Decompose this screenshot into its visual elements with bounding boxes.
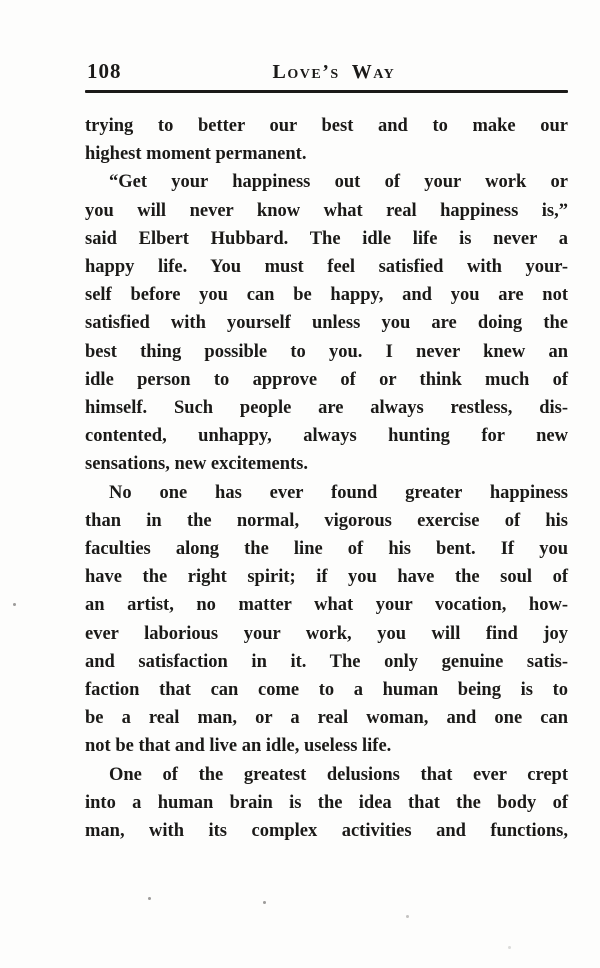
text-line: and satisfaction in it. The only genuine satis- (85, 651, 568, 672)
page-number: 108 (87, 59, 122, 83)
text-line: ever laborious your work, you will find joy (85, 623, 568, 644)
text-line: said Elbert Hubbard. The idle life is never a (85, 228, 568, 249)
text-line: One of the greatest delusions that ever crept (109, 764, 568, 785)
header-rule (85, 90, 568, 93)
scan-speck (148, 897, 151, 900)
text-line: happy life. You must feel satisfied with your- (85, 257, 568, 278)
text-line: you will never know what real happiness is,” (85, 200, 568, 221)
text-line: be a real man, or a real woman, and one can (85, 708, 568, 729)
text-line: best thing possible to you. I never knew an (85, 341, 568, 362)
scan-speck (406, 915, 409, 918)
scan-speck (13, 603, 16, 606)
body-text (85, 112, 568, 845)
text-line: sensations, new excitements. (85, 454, 309, 475)
text-line: faculties along the line of his bent. If you (85, 539, 568, 560)
page-header (85, 56, 568, 84)
text-line: highest moment permanent. (85, 144, 307, 165)
text-line: trying to better our best and to make our (85, 116, 568, 136)
text-line: man, with its complex activities and functions, (85, 821, 568, 842)
text-line: idle person to approve of or think much of (85, 369, 568, 390)
scan-speck (263, 901, 266, 904)
text-line: than in the normal, vigorous exercise of his (85, 510, 568, 531)
text-line: not be that and live an idle, useless life. (85, 736, 392, 757)
text-line: have the right spirit; if you have the soul of (85, 567, 568, 588)
text-line: into a human brain is the idea that the body of (85, 792, 568, 813)
text-line: contented, unhappy, always hunting for new (85, 426, 568, 447)
text-line: faction that can come to a human being is to (85, 680, 568, 701)
text-line: satisfied with yourself unless you are doing the (85, 313, 568, 334)
text-line: self before you can be happy, and you are not (85, 285, 568, 306)
running-title: Love’s Way (272, 61, 396, 83)
text-line: No one has ever found greater happiness (109, 482, 568, 503)
text-line: “Get your happiness out of your work or (109, 172, 568, 193)
text-line: an artist, no matter what your vocation, how- (85, 595, 568, 616)
scan-speck (508, 946, 511, 949)
text-line: himself. Such people are always restless, dis- (85, 398, 568, 419)
